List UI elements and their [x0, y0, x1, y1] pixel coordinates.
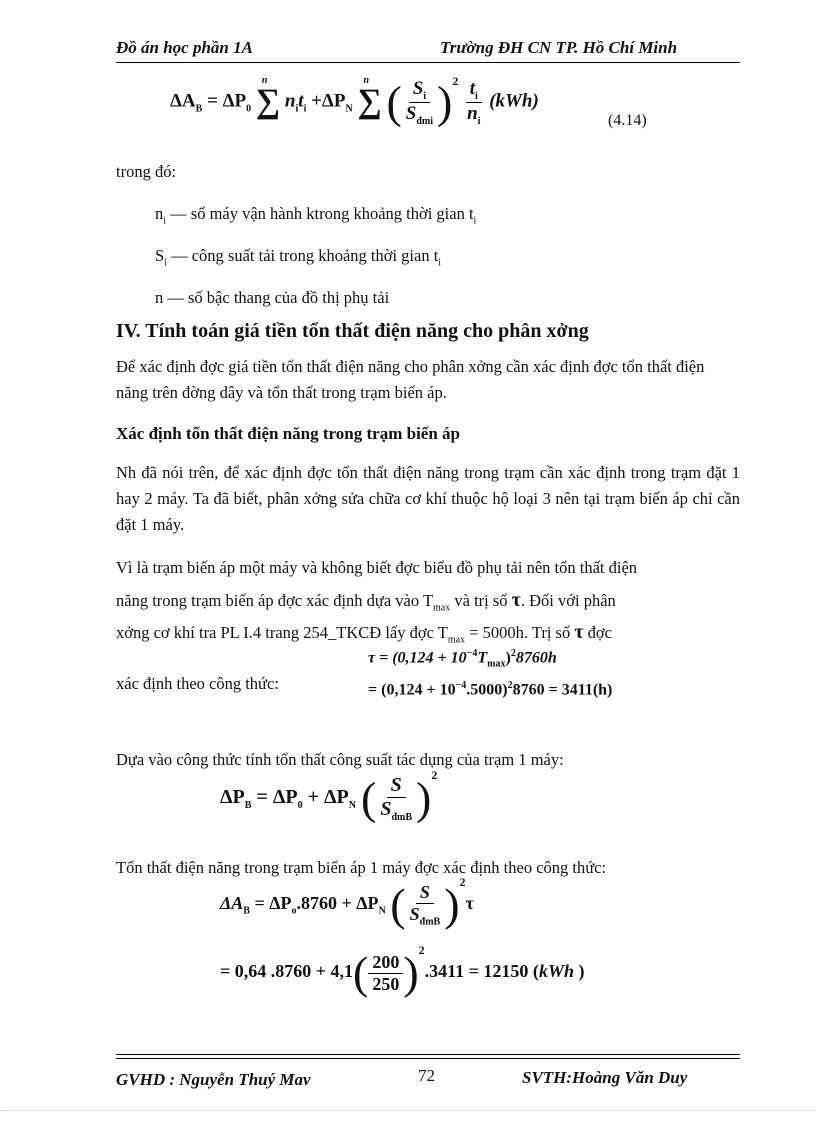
paragraph-2: Nh đã nói trên, để xác định đợc tổn thất điện năng trong trạm cần xác định trong trạm đặt 1 hay 2 máy. Ta đã biết, phân xởng sửa chữa cơ khí thuộc hộ loại 3 nên tại trạm biến áp chỉ cần đặt 1 máy. [116, 463, 740, 534]
footer-right: SVTH:Hoàng Văn Duy [522, 1068, 688, 1087]
page-edge [0, 1110, 816, 1111]
definition-si: $S_i$ — công suất tải trong khoảng thời gian $t_i$ [155, 246, 442, 269]
paragraph-3-line-3: xởng cơ khí tra PL I.4 trang 254_TKCĐ lấy đợc $T_{max} = 5000h$. Trị số τ đợc [116, 621, 612, 646]
paragraph-3-line-1: Vì là trạm biến áp một máy và không biết đợc biểu đồ phụ tải nên tổn thất điện [116, 558, 638, 577]
equation-number: (4.14) [608, 112, 647, 129]
tau-equation-line-2: = $(0,124 + 10^{-4}.5000)^28760 = 3411(h)$ [368, 680, 613, 699]
where-label: trong đó: [116, 162, 177, 181]
paragraph-3-line-4: xác định theo công thức: [116, 674, 279, 693]
paragraph-3-line-2: năng trong trạm biến áp đợc xác định dựa vào $T_{max}$ và trị số τ. Đối với phân [116, 589, 616, 614]
paragraph-5: Tổn thất điện năng trong trạm biến áp 1 máy đợc xác định theo công thức: [116, 858, 607, 877]
equation-delta-ab-numeric: = 0,64 .8760 + 4,1( $\frac{200}{250}$ )$^2$.3411 = 12150 (kWh ) [220, 943, 585, 998]
header-right: Trường ĐH CN TP. Hồ Chí Minh [440, 38, 678, 57]
paragraph-4: Dựa vào công thức tính tổn thất công suất tác dụng của trạm 1 máy: [116, 750, 564, 769]
header-rule [116, 62, 740, 63]
page-number: 72 [418, 1066, 435, 1085]
definition-ni: $n_i$ — số máy vận hành ktrong khoảng thời gian $t_i$ [155, 204, 477, 227]
footer-rule-1 [116, 1054, 740, 1055]
equation-delta-ab: $\Delta A_B = \Delta P_o.8760 + \Delta P_N$ ( $\frac{S}{S_{đmB}}$ )$^2$τ [220, 875, 474, 930]
header-left: Đồ án học phần 1A [116, 38, 253, 57]
subsection-title: Xác định tổn thất điện năng trong trạm biến áp [116, 424, 460, 443]
tau-equation-line-1: $\tau = (0,124 + 10^{-4}T_{max})^28760h$ [368, 648, 557, 670]
equation-delta-pb: $\Delta P_B = \Delta P_0 + \Delta P_N$ ( $\frac{S}{S_{đmB}}$ )$^2$ [220, 768, 438, 824]
paragraph-1: Để xác định đợc giá tiền tổn thất điện năng cho phân xởng cần xác định đợc tổn thất điện năng trên đờng dây và tổn thất trong trạm biến áp. [116, 357, 705, 402]
section-title: IV. Tính toán giá tiền tổn thất điện năng cho phân xởng [116, 320, 589, 342]
footer-left: GVHD : Nguyễn Thuý Mav [116, 1070, 311, 1089]
footer-rule-2 [116, 1058, 740, 1059]
equation-4-14: $\Delta A_B = \Delta P_0$ ∑ n $n_it_i +\Delta P_N$ ∑ n ( $\frac{S_i}{S_{đmi}}$ )$^2$ $\frac{t_i}{n_i}$ (kWh) [170, 74, 539, 128]
definition-n: n — số bậc thang của đồ thị phụ tải [155, 288, 390, 307]
